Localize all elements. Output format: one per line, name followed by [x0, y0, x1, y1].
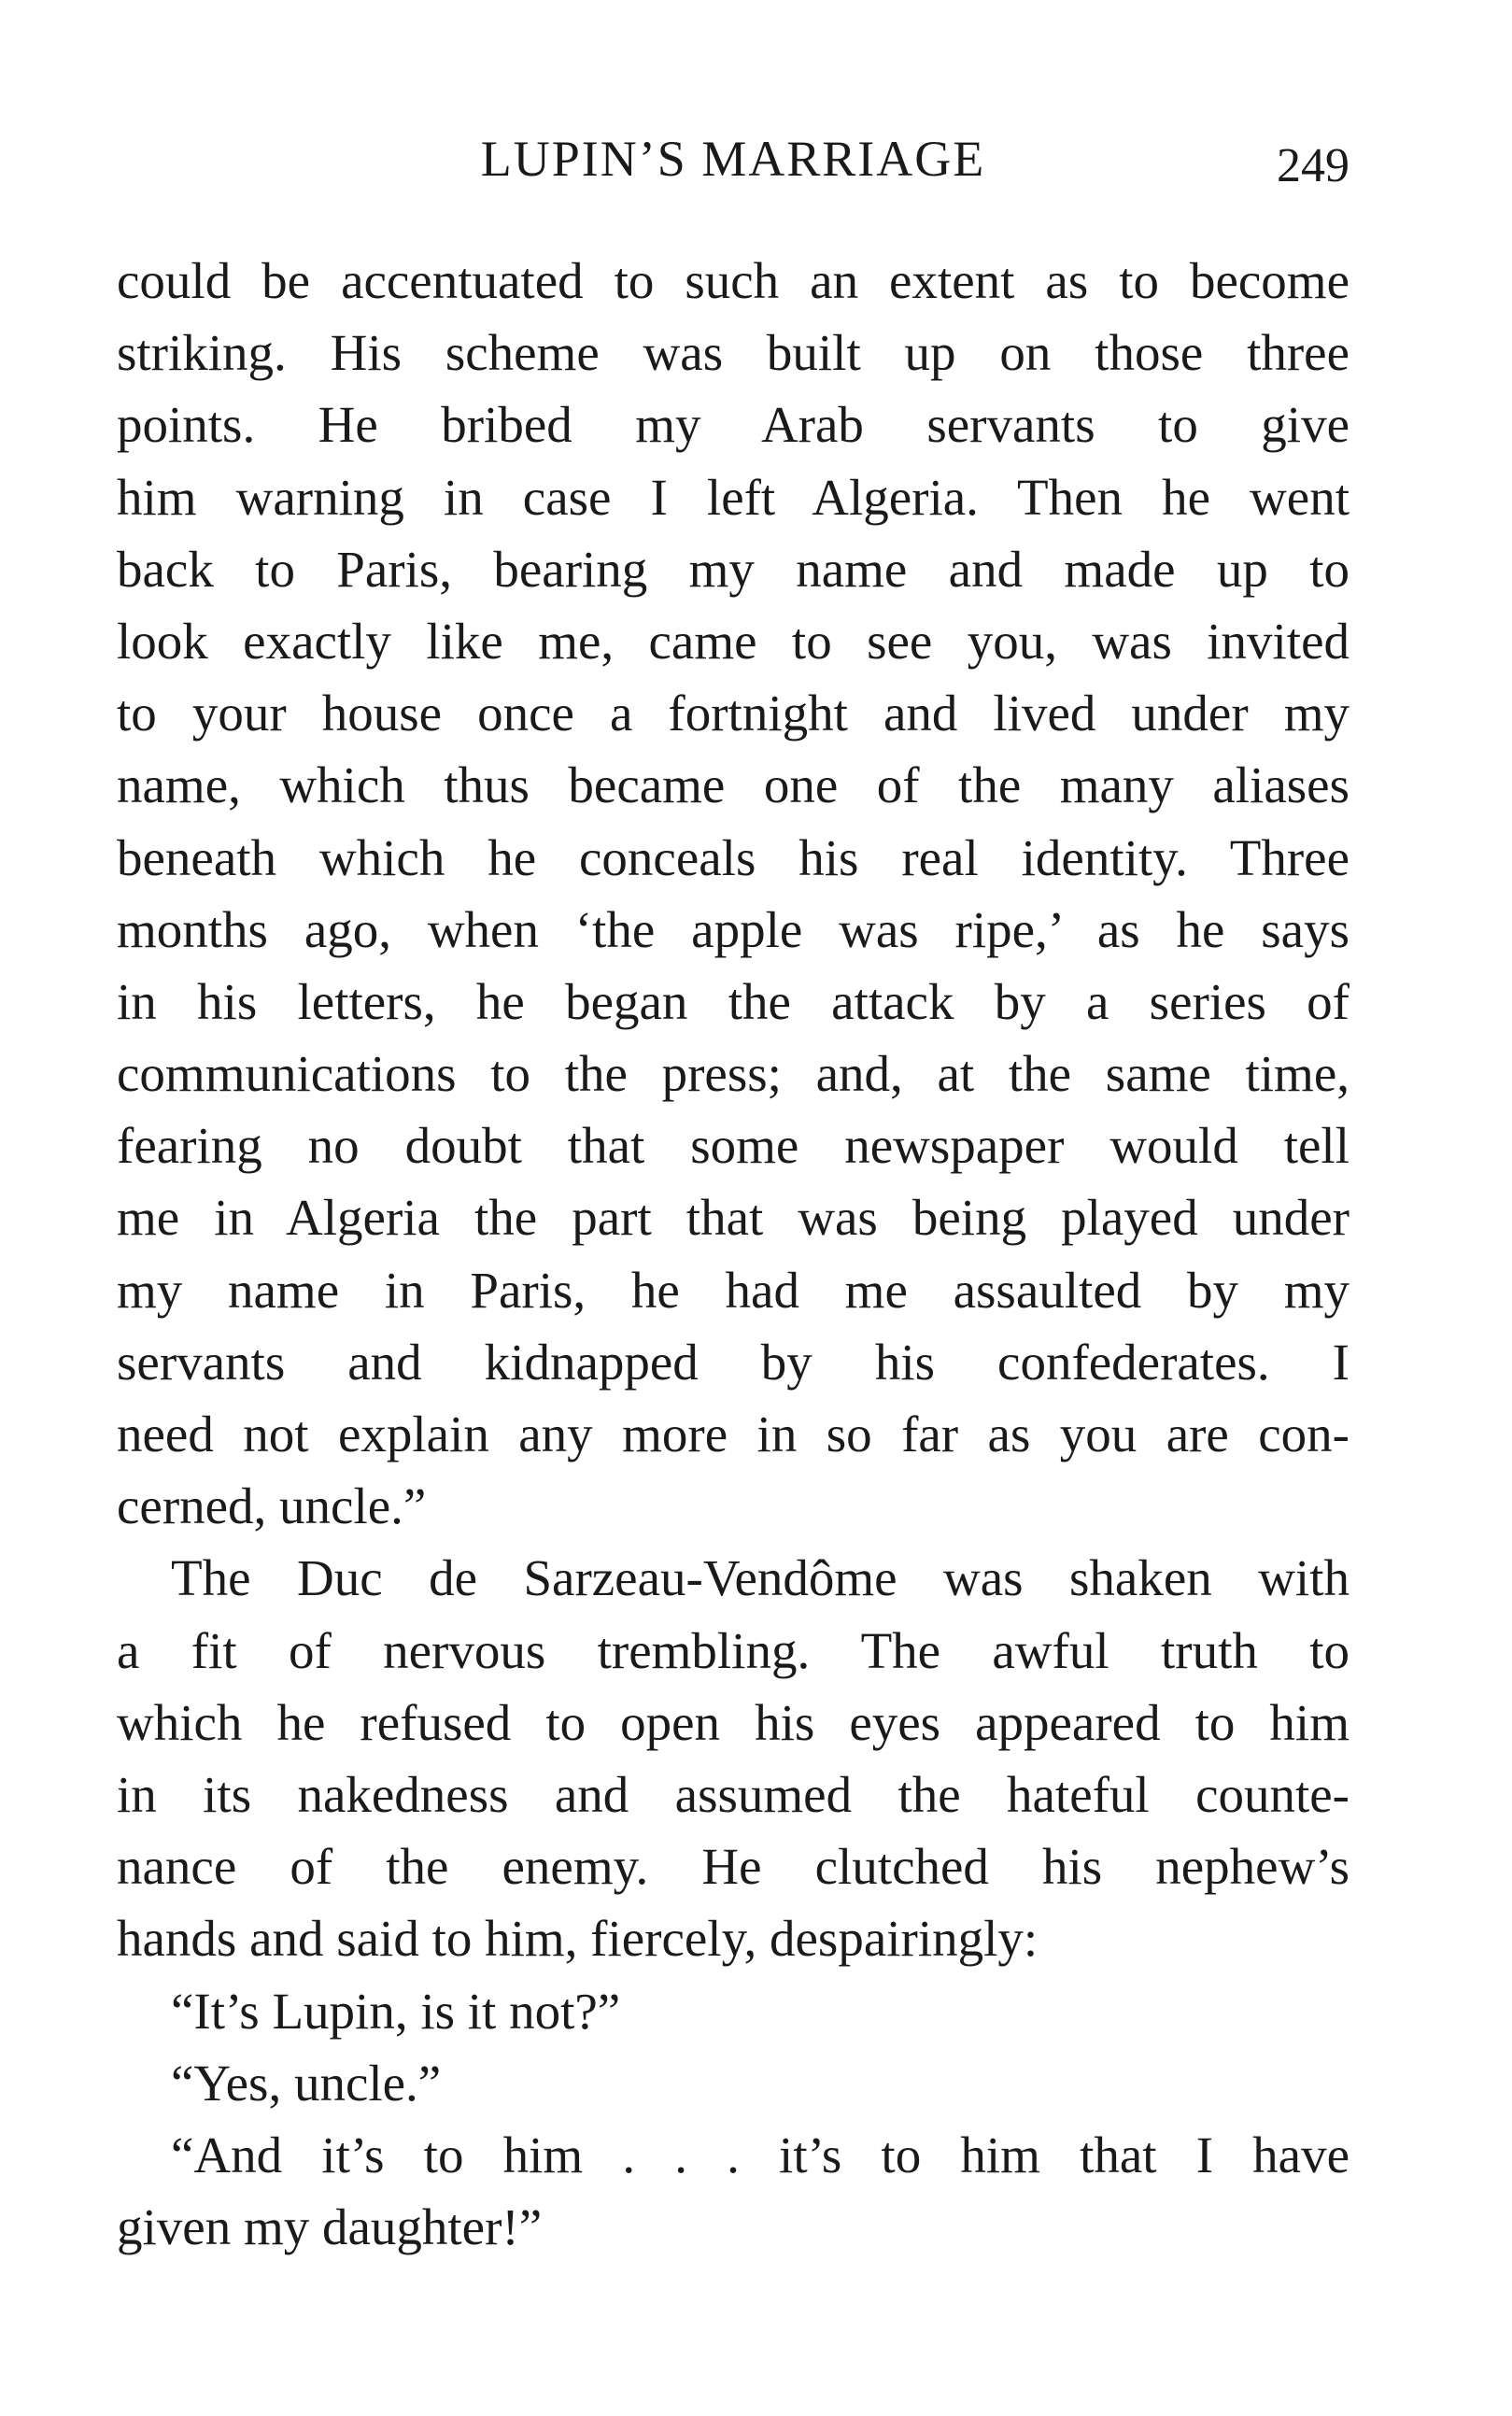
text-line: him warning in case I left Algeria. Then he went: [117, 468, 1349, 526]
text-line: me in Algeria the part that was being played under: [117, 1189, 1349, 1247]
text-line: points. He bribed my Arab servants to give: [117, 396, 1349, 454]
text-line: in his letters, he began the attack by a series of: [117, 972, 1349, 1030]
running-title: LUPIN’S MARRIAGE: [480, 131, 986, 187]
text-line: months ago, when ‘the apple was ripe,’ as he says: [117, 900, 1349, 958]
text-line: could be accentuated to such an extent as to become: [117, 252, 1349, 309]
text-line: beneath which he conceals his real identity. Three: [117, 828, 1349, 886]
page-number: 249: [1277, 139, 1349, 192]
text-line: fearing no doubt that some newspaper would tell: [117, 1117, 1349, 1175]
body-text: [117, 245, 1349, 2263]
text-line: to your house once a fortnight and lived under my: [117, 685, 1349, 742]
text-line: which he refused to open his eyes appeared to him: [117, 1693, 1349, 1751]
text-line: communications to the press; and, at the same time,: [117, 1045, 1349, 1103]
text-line: servants and kidnapped by his confederates. I: [117, 1333, 1349, 1391]
text-line: in its nakedness and assumed the hateful counte-: [117, 1765, 1349, 1823]
text-line: striking. His scheme was built up on those three: [117, 324, 1349, 382]
text-line: “Yes, uncle.”: [171, 2054, 442, 2112]
text-line: nance of the enemy. He clutched his nephew’s: [117, 1838, 1349, 1896]
text-line: given my daughter!”: [117, 2198, 543, 2256]
running-head: [117, 126, 1349, 191]
text-line: look exactly like me, came to see you, was invited: [117, 612, 1349, 670]
text-line: back to Paris, bearing my name and made up to: [117, 540, 1349, 598]
text-line: a fit of nervous trembling. The awful truth to: [117, 1621, 1349, 1679]
text-line: hands and said to him, fiercely, despairingly:: [117, 1910, 1039, 1968]
text-line: need not explain any more in so far as you are con-: [117, 1406, 1349, 1462]
text-line: The Duc de Sarzeau-Vendôme was shaken with: [171, 1549, 1349, 1607]
text-line: “It’s Lupin, is it not?”: [171, 1982, 621, 2040]
text-line: “And it’s to him . . . it’s to him that I have: [171, 2126, 1349, 2183]
text-line: cerned, uncle.”: [117, 1477, 427, 1535]
text-line: my name in Paris, he had me assaulted by my: [117, 1261, 1349, 1319]
text-line: name, which thus became one of the many aliases: [117, 756, 1349, 814]
